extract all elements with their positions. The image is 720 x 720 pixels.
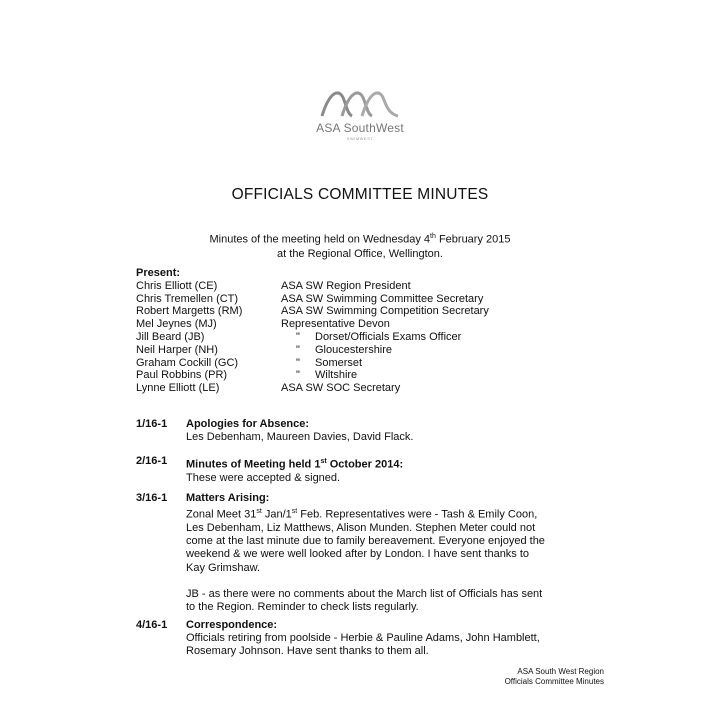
- section-text: Kay Grimshaw.: [186, 561, 260, 574]
- ditto-mark: ": [296, 330, 300, 343]
- attendee-name: Neil Harper (NH): [136, 343, 218, 356]
- asa-southwest-logo: [312, 86, 408, 141]
- section-text: to the Region. Reminder to check lists regularly.: [186, 601, 419, 614]
- section-number: 3/16-1: [136, 492, 168, 504]
- meeting-date-suffix: th: [430, 233, 436, 240]
- present-heading: Present:: [136, 267, 181, 279]
- attendee-name: Jill Beard (JB): [136, 330, 205, 343]
- attendee-row: [136, 331, 489, 344]
- section-heading-suffix: st: [320, 458, 327, 465]
- section-heading: [186, 455, 576, 472]
- section-heading-date: October 2014:: [326, 458, 404, 471]
- attendee-role: Somerset: [315, 356, 363, 369]
- attendee-row: [136, 382, 489, 395]
- section-text-part: Feb. Representatives were - Tash & Emily Coon,: [297, 508, 538, 521]
- meeting-date-text: Minutes of the meeting held on Wednesday 4: [209, 233, 431, 246]
- attendee-row: [136, 305, 489, 318]
- attendee-row: [136, 280, 489, 293]
- meeting-location-line: at the Regional Office, Wellington.: [277, 247, 443, 260]
- section-text: JB - as there were no comments about the March list of Officials has sent: [186, 587, 543, 600]
- attendee-role: Wiltshire: [315, 369, 358, 382]
- footer-line: ASA South West Region: [517, 667, 604, 676]
- section-text-suffix: st: [256, 508, 262, 516]
- section-text: Les Debenham, Maureen Davies, David Flack.: [186, 431, 414, 444]
- attendee-name: Robert Margetts (RM): [136, 305, 243, 318]
- section-number: 1/16-1: [136, 418, 168, 430]
- attendee-name: Paul Robbins (PR): [136, 369, 228, 382]
- section-heading: Correspondence:: [186, 619, 278, 631]
- attendee-row: [136, 318, 489, 331]
- section-text: Les Debenham, Liz Matthews, Alison Munden. Stephen Meter could not: [186, 522, 536, 535]
- attendee-name: Lynne Elliott (LE): [136, 382, 220, 395]
- page-footer: [505, 667, 604, 687]
- attendee-row: [136, 293, 489, 306]
- ditto-mark: ": [296, 356, 300, 369]
- attendee-role: Dorset/Officials Exams Officer: [315, 330, 462, 343]
- footer-line: Officials Committee Minutes: [504, 677, 604, 686]
- attendee-row: [136, 357, 489, 370]
- ditto-mark: ": [296, 369, 300, 382]
- section-heading-text: Minutes of Meeting held 1: [186, 458, 321, 471]
- attendee-row: [136, 344, 489, 357]
- section-matters-arising: [136, 492, 576, 614]
- attendee-name: Mel Jeynes (MJ): [136, 318, 217, 331]
- meeting-date-line: [0, 230, 720, 247]
- document-title: OFFICIALS COMMITTEE MINUTES: [231, 186, 489, 203]
- section-text: Officials retiring from poolside - Herbie & Pauline Adams, John Hamblett,: [186, 632, 540, 645]
- attendee-role: ASA SW Swimming Competition Secretary: [281, 305, 489, 318]
- section-text-part: Zonal Meet 31: [186, 508, 257, 521]
- attendee-role: ASA SW Swimming Committee Secretary: [281, 292, 484, 305]
- section-number: 2/16-1: [136, 455, 168, 467]
- section-apologies: [136, 418, 576, 444]
- meeting-info: [0, 230, 720, 261]
- section-text: Rosemary Johnson. Have sent thanks to them all.: [186, 645, 429, 658]
- attendee-name: Chris Tremellen (CT): [136, 292, 239, 305]
- section-text-part: Jan/1: [261, 508, 292, 521]
- section-previous-minutes: [136, 455, 576, 485]
- meeting-date-month: February 2015: [435, 233, 511, 246]
- section-heading: Apologies for Absence:: [186, 418, 310, 430]
- section-text: come at the last minute due to family bereavement. Everyone enjoyed the: [186, 535, 545, 548]
- section-heading: Matters Arising:: [186, 492, 270, 504]
- ditto-mark: ": [296, 343, 300, 356]
- attendee-role: Gloucestershire: [315, 343, 393, 356]
- section-text: [186, 505, 576, 522]
- section-text-suffix: st: [291, 508, 298, 516]
- attendee-row: [136, 369, 489, 382]
- logo-org-name: ASA SouthWest: [316, 121, 404, 135]
- present-list: [136, 267, 489, 395]
- section-correspondence: [136, 619, 576, 659]
- attendee-role: ASA SW Region President: [281, 279, 411, 292]
- section-number: 4/16-1: [136, 619, 168, 631]
- attendee-name: Chris Elliott (CE): [136, 279, 218, 292]
- logo-sub-text: SWIMWEST: [346, 136, 374, 141]
- section-text: weekend & we were well looked after by London. I have sent thanks to: [186, 548, 530, 561]
- section-text: These were accepted & signed.: [186, 471, 341, 484]
- wave-logo-icon: [318, 86, 402, 120]
- attendee-role: ASA SW SOC Secretary: [281, 382, 401, 395]
- attendee-name: Graham Cockill (GC): [136, 356, 239, 369]
- attendee-role: Representative Devon: [281, 318, 390, 331]
